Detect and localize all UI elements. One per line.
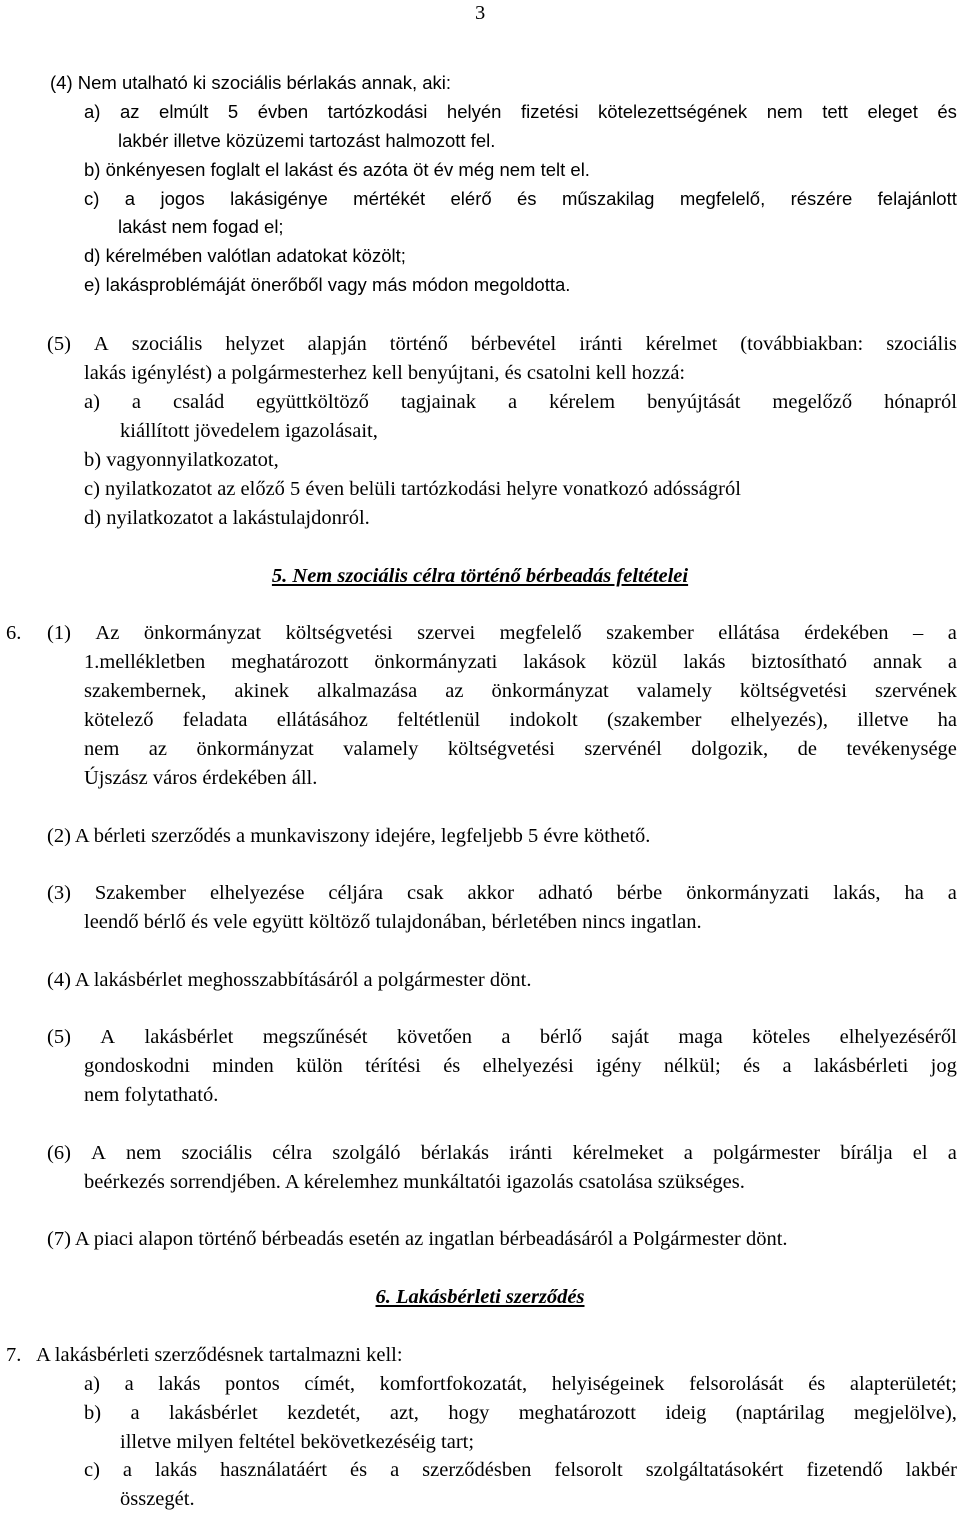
chapter6-title: 6. Lakásbérleti szerződés — [375, 1286, 585, 1308]
sec4-item-b: b) önkényesen foglalt el lakást és azóta öt év még nem telt el. — [84, 159, 590, 180]
sec5-line1: (5) A szociális helyzet alapján történő bérbevétel iránti kérelmet (továbbiakban: szociális — [47, 333, 957, 355]
para7-item-c-line1: c) a lakás használatáért és a szerződésben felsorolt szolgáltatásokért fizetendő lakbér — [84, 1459, 957, 1481]
chapter5-title: 5. Nem szociális célra történő bérbeadás feltételei — [271, 565, 689, 587]
sec4-item-a-line2: lakbér illetve közüzemi tartozást halmozott fel. — [118, 130, 496, 151]
para6-p3-line2: leendő bérlő és vele együtt költöző tulajdonában, bérletében nincs ingatlan. — [84, 911, 702, 933]
sec4-heading: (4) Nem utalható ki szociális bérlakás annak, aki: — [50, 72, 452, 93]
sec4-item-c-line2: lakást nem fogad el; — [118, 216, 284, 237]
sec5-item-d: d) nyilatkozatot a lakástulajdonról. — [84, 507, 370, 529]
para6-p4: (4) A lakásbérlet meghosszabbításáról a polgármester dönt. — [47, 969, 532, 991]
sec5-item-b: b) vagyonnyilatkozatot, — [84, 449, 279, 471]
para6-p6-line1: (6) A nem szociális célra szolgáló bérlakás iránti kérelmeket a polgármester bírálja el a — [47, 1142, 957, 1164]
para7-item-c-line2: összegét. — [120, 1488, 195, 1510]
sec4-item-a-line1: a) az elmúlt 5 évben tartózkodási helyén fizetési kötelezettségének nem tett eleget és — [84, 101, 957, 122]
para6-p1-line2: 1.mellékletben meghatározott önkormányzati lakások közül lakás biztosítható annak a — [84, 651, 957, 673]
para6-p5-line3: nem folytatható. — [84, 1084, 219, 1106]
para7-intro: A lakásbérleti szerződésnek tartalmazni kell: — [36, 1344, 403, 1366]
para6-p5-line1: (5) A lakásbérlet megszűnését követően a bérlő saját maga köteles elhelyezéséről — [47, 1026, 957, 1048]
para7-number: 7. — [6, 1344, 22, 1366]
para7-item-b-line1: b) a lakásbérlet kezdetét, azt, hogy meghatározott ideig (naptárilag megjelölve), — [84, 1402, 957, 1424]
sec4-item-c-line1: c) a jogos lakásigénye mértékét elérő és műszakilag megfelelő, részére felajánlott — [84, 188, 957, 209]
sec5-line2: lakás igénylést) a polgármesterhez kell benyújtani, és csatolni kell hozzá: — [84, 362, 686, 384]
para6-p1-line4: kötelező feladata ellátásához feltétlenül indokolt (szakember elhelyezés), illetve ha — [84, 709, 957, 731]
sec4-item-d: d) kérelmében valótlan adatokat közölt; — [84, 245, 406, 266]
para6-p7: (7) A piaci alapon történő bérbeadás esetén az ingatlan bérbeadásáról a Polgármester dönt. — [47, 1228, 788, 1250]
sec5-item-a-line2: kiállított jövedelem igazolásait, — [120, 420, 378, 442]
para7-item-b-line2: illetve milyen feltétel bekövetkezéséig tart; — [120, 1431, 475, 1453]
para6-p3-line1: (3) Szakember elhelyezése céljára csak akkor adható bérbe önkormányzati lakás, ha a — [47, 882, 957, 904]
page-number: 3 — [475, 2, 486, 24]
sec5-item-c: c) nyilatkozatot az előző 5 éven belüli tartózkodási helyre vonatkozó adósságról — [84, 478, 741, 500]
para6-p1-line6: Újszász város érdekében áll. — [84, 767, 318, 789]
sec5-item-a-line1: a) a család együttköltöző tagjainak a kérelem benyújtását megelőző hónapról — [84, 391, 957, 413]
para6-p1-line3: szakembernek, akinek alkalmazása az önkormányzat valamely költségvetési szervének — [84, 680, 957, 702]
para6-p1-line1: (1) Az önkormányzat költségvetési szervei megfelelő szakember ellátása érdekében – a — [47, 622, 957, 644]
para6-number: 6. — [6, 622, 22, 644]
para6-p5-line2: gondoskodni minden külön térítési és elhelyezési igény nélkül; és a lakásbérleti jog — [84, 1055, 957, 1077]
para6-p6-line2: beérkezés sorrendjében. A kérelemhez munkáltatói igazolás csatolása szükséges. — [84, 1171, 745, 1193]
sec4-item-e: e) lakásproblémáját önerőből vagy más módon megoldotta. — [84, 274, 571, 295]
para6-p1-line5: nem az önkormányzat valamely költségvetési szervénél dolgozik, de tevékenysége — [84, 738, 957, 760]
para6-p2: (2) A bérleti szerződés a munkaviszony idejére, legfeljebb 5 évre köthető. — [47, 825, 651, 847]
para7-item-a: a) a lakás pontos címét, komfortfokozatát, helyiségeinek felsorolását és alapterületét; — [84, 1373, 957, 1395]
